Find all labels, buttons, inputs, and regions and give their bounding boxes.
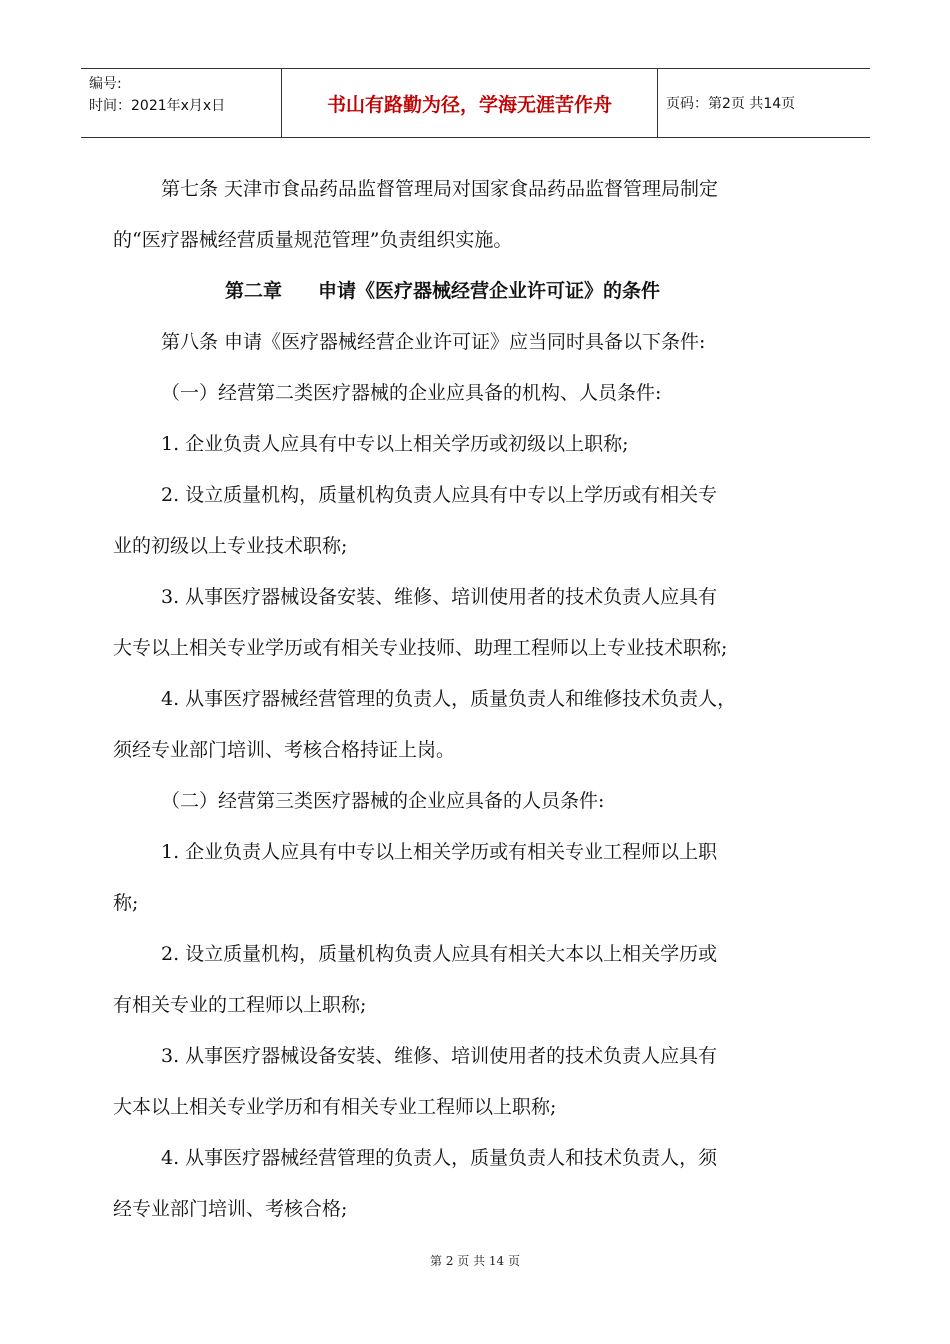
body-line: 1. 企业负责人应具有中专以上相关学历或初级以上职称; [161, 433, 629, 455]
page-footer: 第 2 页 共 14 页 [430, 1254, 520, 1268]
paragraph-article-7-cont: 的“医疗器械经营质量规范管理”负责组织实施。 [113, 229, 513, 251]
page-label: 页码：第2页 共14页 [666, 96, 796, 112]
body-line: 称; [113, 892, 139, 914]
body-line: 业的初级以上专业技术职称; [113, 535, 348, 557]
body-line: 4. 从事医疗器械经营管理的负责人，质量负责人和技术负责人，须 [161, 1147, 718, 1169]
header-meta-cell [81, 69, 282, 137]
body-line: 3. 从事医疗器械设备安装、维修、培训使用者的技术负责人应具有 [161, 1045, 718, 1067]
chapter-number: 第二章 [225, 280, 283, 302]
body-line: （二）经营第三类医疗器械的企业应具备的人员条件: [161, 790, 605, 812]
body-line: 大本以上相关专业学历和有相关专业工程师以上职称; [113, 1096, 557, 1118]
body-line: 须经专业部门培训、考核合格持证上岗。 [113, 739, 456, 761]
page-number-cell [658, 69, 870, 137]
number-label: 编号: [89, 76, 122, 92]
body-line: 1. 企业负责人应具有中专以上相关学历或有相关专业工程师以上职 [161, 841, 718, 863]
body-line: 2. 设立质量机构，质量机构负责人应具有中专以上学历或有相关专 [161, 484, 718, 506]
chapter-heading [113, 266, 848, 317]
body-line: 3. 从事医疗器械设备安装、维修、培训使用者的技术负责人应具有 [161, 586, 718, 608]
body-line: 经专业部门培训、考核合格; [113, 1198, 348, 1220]
body-line: 有相关专业的工程师以上职称; [113, 994, 367, 1016]
body-line: （一）经营第二类医疗器械的企业应具备的机构、人员条件: [161, 382, 662, 404]
chapter-title: 申请《医疗器械经营企业许可证》的条件 [318, 280, 661, 302]
document-body [113, 164, 848, 1235]
header-table [81, 68, 870, 138]
body-line: 4. 从事医疗器械经营管理的负责人，质量负责人和维修技术负责人， [161, 688, 737, 710]
body-line: 2. 设立质量机构，质量机构负责人应具有相关大本以上相关学历或 [161, 943, 718, 965]
body-lines [113, 317, 848, 1235]
motto-cell [282, 69, 658, 137]
body-line: 第八条 申请《医疗器械经营企业许可证》应当同时具备以下条件: [161, 331, 706, 353]
motto-text: 书山有路勤为径，学海无涯苦作舟 [326, 93, 612, 116]
paragraph-article-7: 第七条 天津市食品药品监督管理局对国家食品药品监督管理局制定 [161, 178, 719, 200]
time-label: 时间：2021年x月x日 [89, 98, 226, 114]
body-line: 大专以上相关专业学历或有相关专业技师、助理工程师以上专业技术职称; [113, 637, 728, 659]
